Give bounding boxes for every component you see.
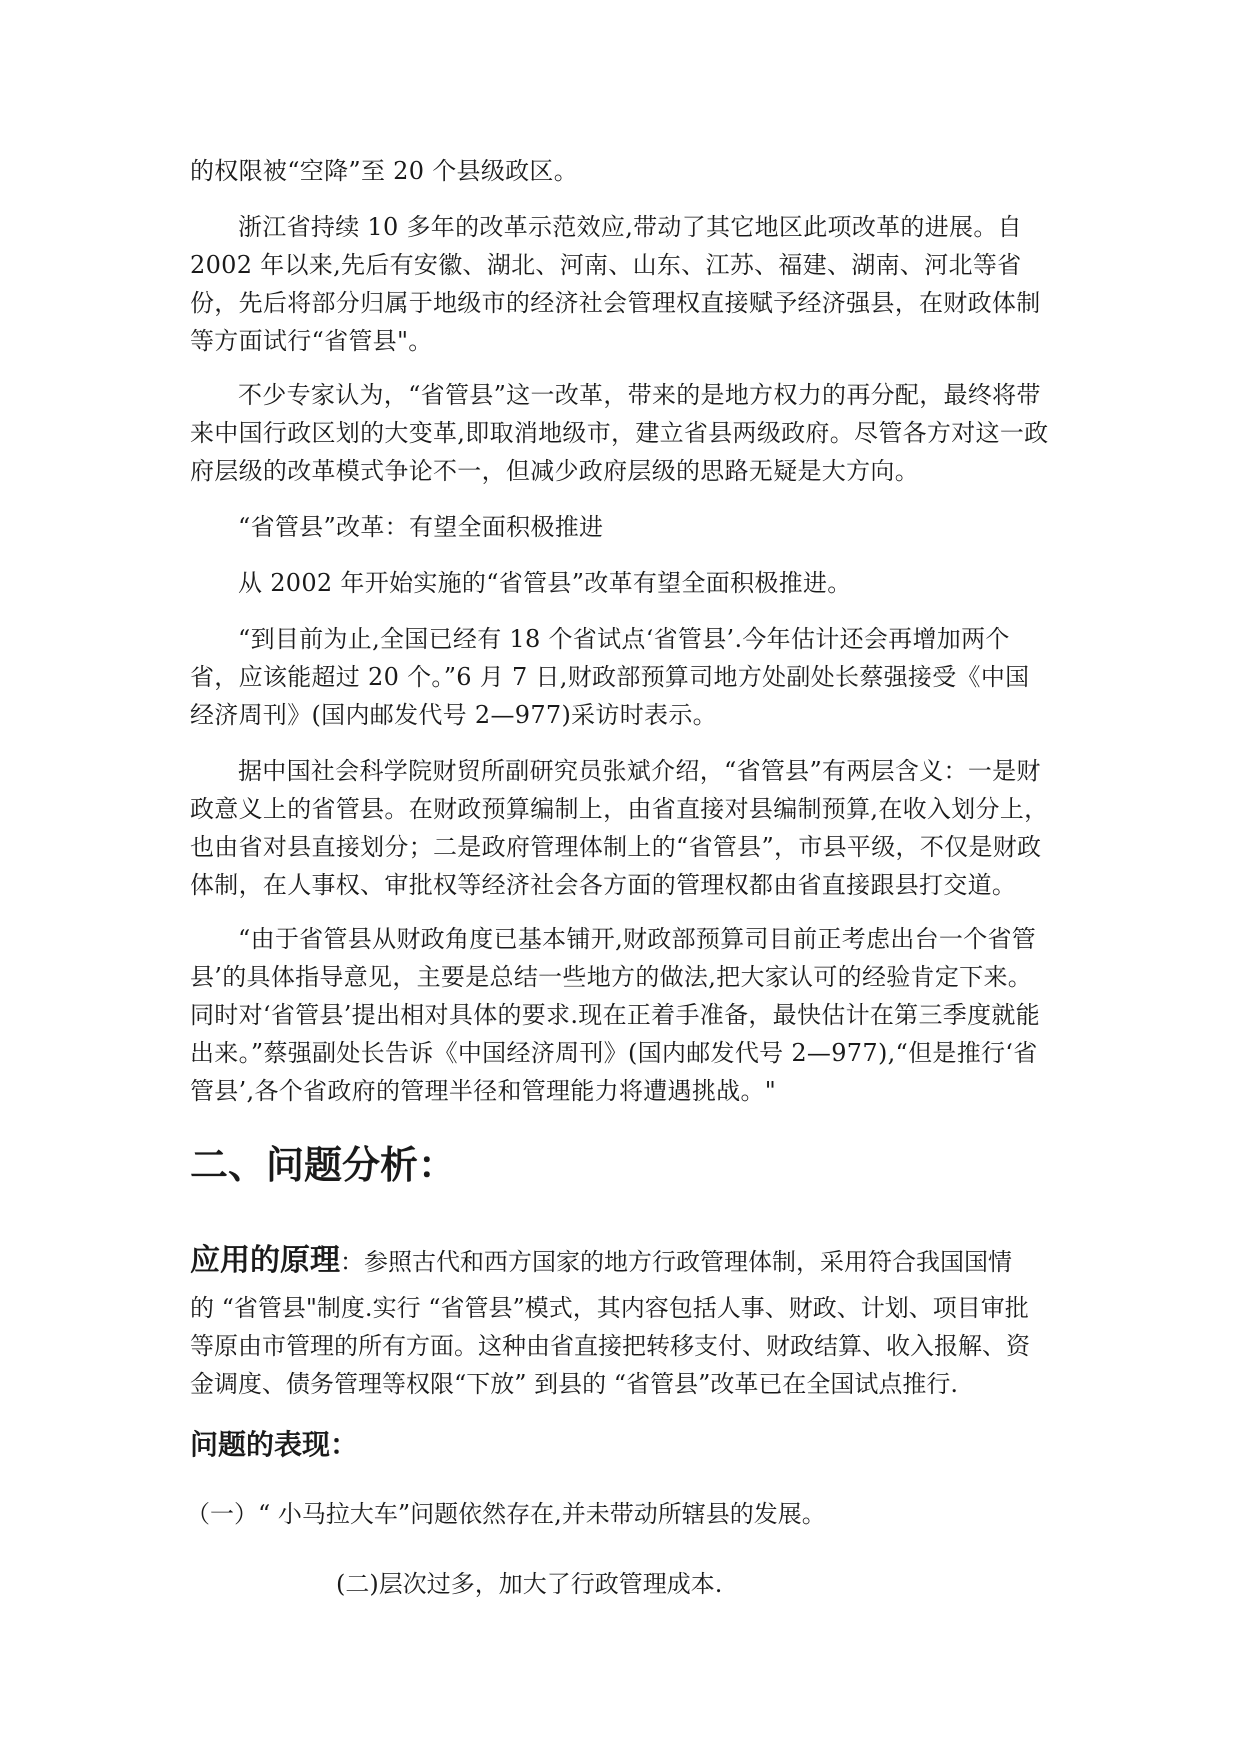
- paragraph-6: 据中国社会科学院财贸所副研究员张斌介绍，“省管县”有两层含义：一是财政意义上的省管县。在财政预算编制上，由省直接对县编制预算,在收入划分上，也由省对县直接划分；二是政府管理体制上的“省管县”，市县平级，不仅是财政体制，在人事权、审批权等经济社会各方面的管理权都由省直接跟县打交道。: [190, 757, 1049, 899]
- paragraph-3: 不少专家认为，“省管县”这一改革，带来的是地方权力的再分配，最终将带来中国行政区划的大变革,即取消地级市，建立省县两级政府。尽管各方对这一政府层级的改革模式争论不一，但减少政府层级的思路无疑是大方向。: [190, 381, 1049, 485]
- paragraph-7: “由于省管县从财政角度已基本铺开,财政部预算司目前正考虑出台一个省管县’的具体指导意见，主要是总结一些地方的做法,把大家认可的经验肯定下来。同时对‘省管县’提出相对具体的要求.现在正着手准备，最快估计在第三季度就能出来。”蔡强副处长告诉《中国经济周刊》(国内邮发代号 2—977),“但是推行‘省管县’,各个省政府的管理半径和管理能力将遭遇挑战。": [190, 925, 1040, 1105]
- principle-text-rest: 的 “省管县"制度.实行 “省管县”模式，其内容包括人事、财政、计划、项目审批等原由市管理的所有方面。这种由省直接把转移支付、财政结算、收入报解、资金调度、债务管理等权限“下放” 到县的 “省管县”改革已在全国试点推行.: [190, 1294, 1030, 1398]
- section-heading: 二、问题分析：: [190, 1143, 457, 1187]
- paragraph-1: 的权限被“空降”至 20 个县级政区。: [190, 157, 579, 185]
- paragraph-4: 从 2002 年开始实施的“省管县”改革有望全面积极推进。: [238, 569, 852, 597]
- paragraph-5: “到目前为止,全国已经有 18 个省试点‘省管县’.今年估计还会再增加两个省，应该能超过 20 个。”6 月 7 日,财政部预算司地方处副处长蔡强接受《中国经济周刊》(国内邮发代号 2—977)采访时表示。: [190, 625, 1030, 729]
- principle-paragraph: [190, 1242, 1050, 1403]
- problem-item-1: （一）“ 小马拉大车”问题依然存在,并未带动所辖县的发展。: [186, 1500, 826, 1528]
- paragraph-subheading: “省管县”改革：有望全面积极推进: [238, 513, 604, 541]
- problem-item-2: (二)层次过多，加大了行政管理成本.: [336, 1570, 723, 1598]
- principle-text-first: ：参照古代和西方国家的地方行政管理体制，采用符合我国国情: [340, 1248, 1012, 1276]
- problem-heading: 问题的表现：: [190, 1428, 359, 1461]
- principle-lead: 应用的原理: [190, 1243, 340, 1278]
- paragraph-2: 浙江省持续 10 多年的改革示范效应,带动了其它地区此项改革的进展。自 2002 年以来,先后有安徽、湖北、河南、山东、江苏、福建、湖南、河北等省份，先后将部分归属于地级市的经济社会管理权直接赋予经济强县，在财政体制等方面试行“省管县"。: [190, 213, 1041, 355]
